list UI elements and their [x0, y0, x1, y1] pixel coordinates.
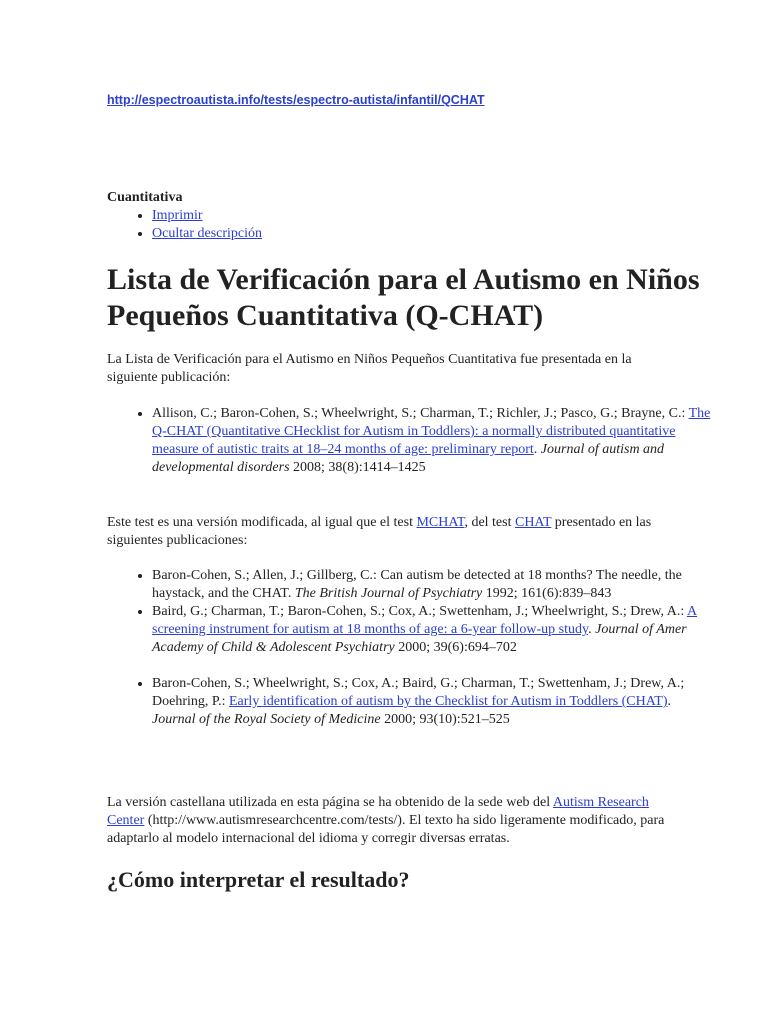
reference-link[interactable]: A screening instrument for autism at 18 months of age: a 6-year follow-up study	[152, 604, 698, 637]
intro-paragraph: La Lista de Verificación para el Autismo en Niños Pequeños Cuantitativa fue presentada en la siguiente publicación:	[107, 352, 632, 385]
source-paragraph	[107, 794, 667, 848]
list-item	[152, 207, 262, 225]
reference-link[interactable]: Early identification of autism by the Checklist for Autism in Toddlers (CHAT)	[229, 694, 668, 709]
print-link[interactable]: Imprimir	[152, 208, 203, 223]
reference-details: 1992; 161(6):839–843	[482, 586, 612, 601]
reference-item	[152, 405, 712, 477]
reference-journal: Journal of autism and developmental disorders	[152, 442, 665, 475]
reference-details: 2000; 93(10):521–525	[380, 712, 510, 727]
reference-item	[152, 603, 712, 657]
chat-intro-mid: , del test	[464, 515, 515, 530]
reference-link[interactable]: The Q-CHAT (Quantitative CHecklist for Autism in Toddlers): a normally distributed quantitative measure of autistic traits at 18–24 months of age: preliminary report	[152, 406, 711, 457]
reference-sep: .	[667, 694, 672, 709]
reference-journal: Journal of Amer Academy of Child & Adolescent Psychiatry	[152, 622, 687, 655]
chat-intro-paragraph	[107, 514, 667, 550]
autism-research-center-link[interactable]: Autism Research Center	[107, 795, 649, 828]
section-label: Cuantitativa	[107, 190, 183, 205]
reference-item	[152, 567, 712, 603]
chat-link[interactable]: CHAT	[514, 515, 552, 530]
list-item	[152, 225, 262, 243]
chat-reference-list	[107, 567, 712, 729]
chat-intro-text: Este test es una versión modificada, al igual que el test	[107, 515, 417, 530]
source-url-link[interactable]: http://espectroautista.info/tests/espectro-autista/infantil/QCHAT	[107, 93, 485, 107]
page-title: Lista de Verificación para el Autismo en Niños Pequeños Cuantitativa (Q-CHAT)	[107, 263, 700, 332]
reference-authors: Baird, G.; Charman, T.; Baron-Cohen, S.; Cox, A.; Swettenham, J.; Wheelwright, S.; Drew, A.:	[152, 604, 687, 619]
qchat-reference-list	[107, 405, 712, 477]
reference-details: 2008; 38(8):1414–1425	[289, 460, 426, 475]
reference-sep: .	[588, 622, 596, 637]
reference-journal: Journal of the Royal Society of Medicine	[152, 712, 381, 727]
hide-description-link[interactable]: Ocultar descripción	[152, 226, 263, 241]
action-list	[107, 207, 262, 243]
reference-item	[152, 675, 712, 729]
reference-journal: The British Journal of Psychiatry	[294, 586, 483, 601]
section-heading: ¿Cómo interpretar el resultado?	[107, 867, 410, 892]
reference-authors: Baron-Cohen, S.; Wheelwright, S.; Cox, A.; Baird, G.; Charman, T.; Swettenham, J.; Drew, A.; Doehring, P.:	[152, 676, 685, 709]
source-text: La versión castellana utilizada en esta página se ha obtenido de la sede web del	[107, 795, 553, 810]
reference-authors: Baron-Cohen, S.; Allen, J.; Gillberg, C.: Can autism be detected at 18 months? The needle, the haystack, and the CHAT.	[152, 568, 682, 601]
reference-authors: Allison, C.; Baron-Cohen, S.; Wheelwright, S.; Charman, T.; Richler, J.; Pasco, G.; Brayne, C.:	[152, 406, 689, 421]
mchat-link[interactable]: MCHAT	[416, 515, 465, 530]
chat-intro-post: presentado en las siguientes publicaciones:	[107, 515, 652, 548]
reference-details: 2000; 39(6):694–702	[394, 640, 517, 655]
reference-sep: .	[533, 442, 541, 457]
source-text-post: (http://www.autismresearchcentre.com/tests/). El texto ha sido ligeramente modificado, para adaptarlo al modelo internacional del idioma y corregir diversas erratas.	[107, 813, 665, 846]
